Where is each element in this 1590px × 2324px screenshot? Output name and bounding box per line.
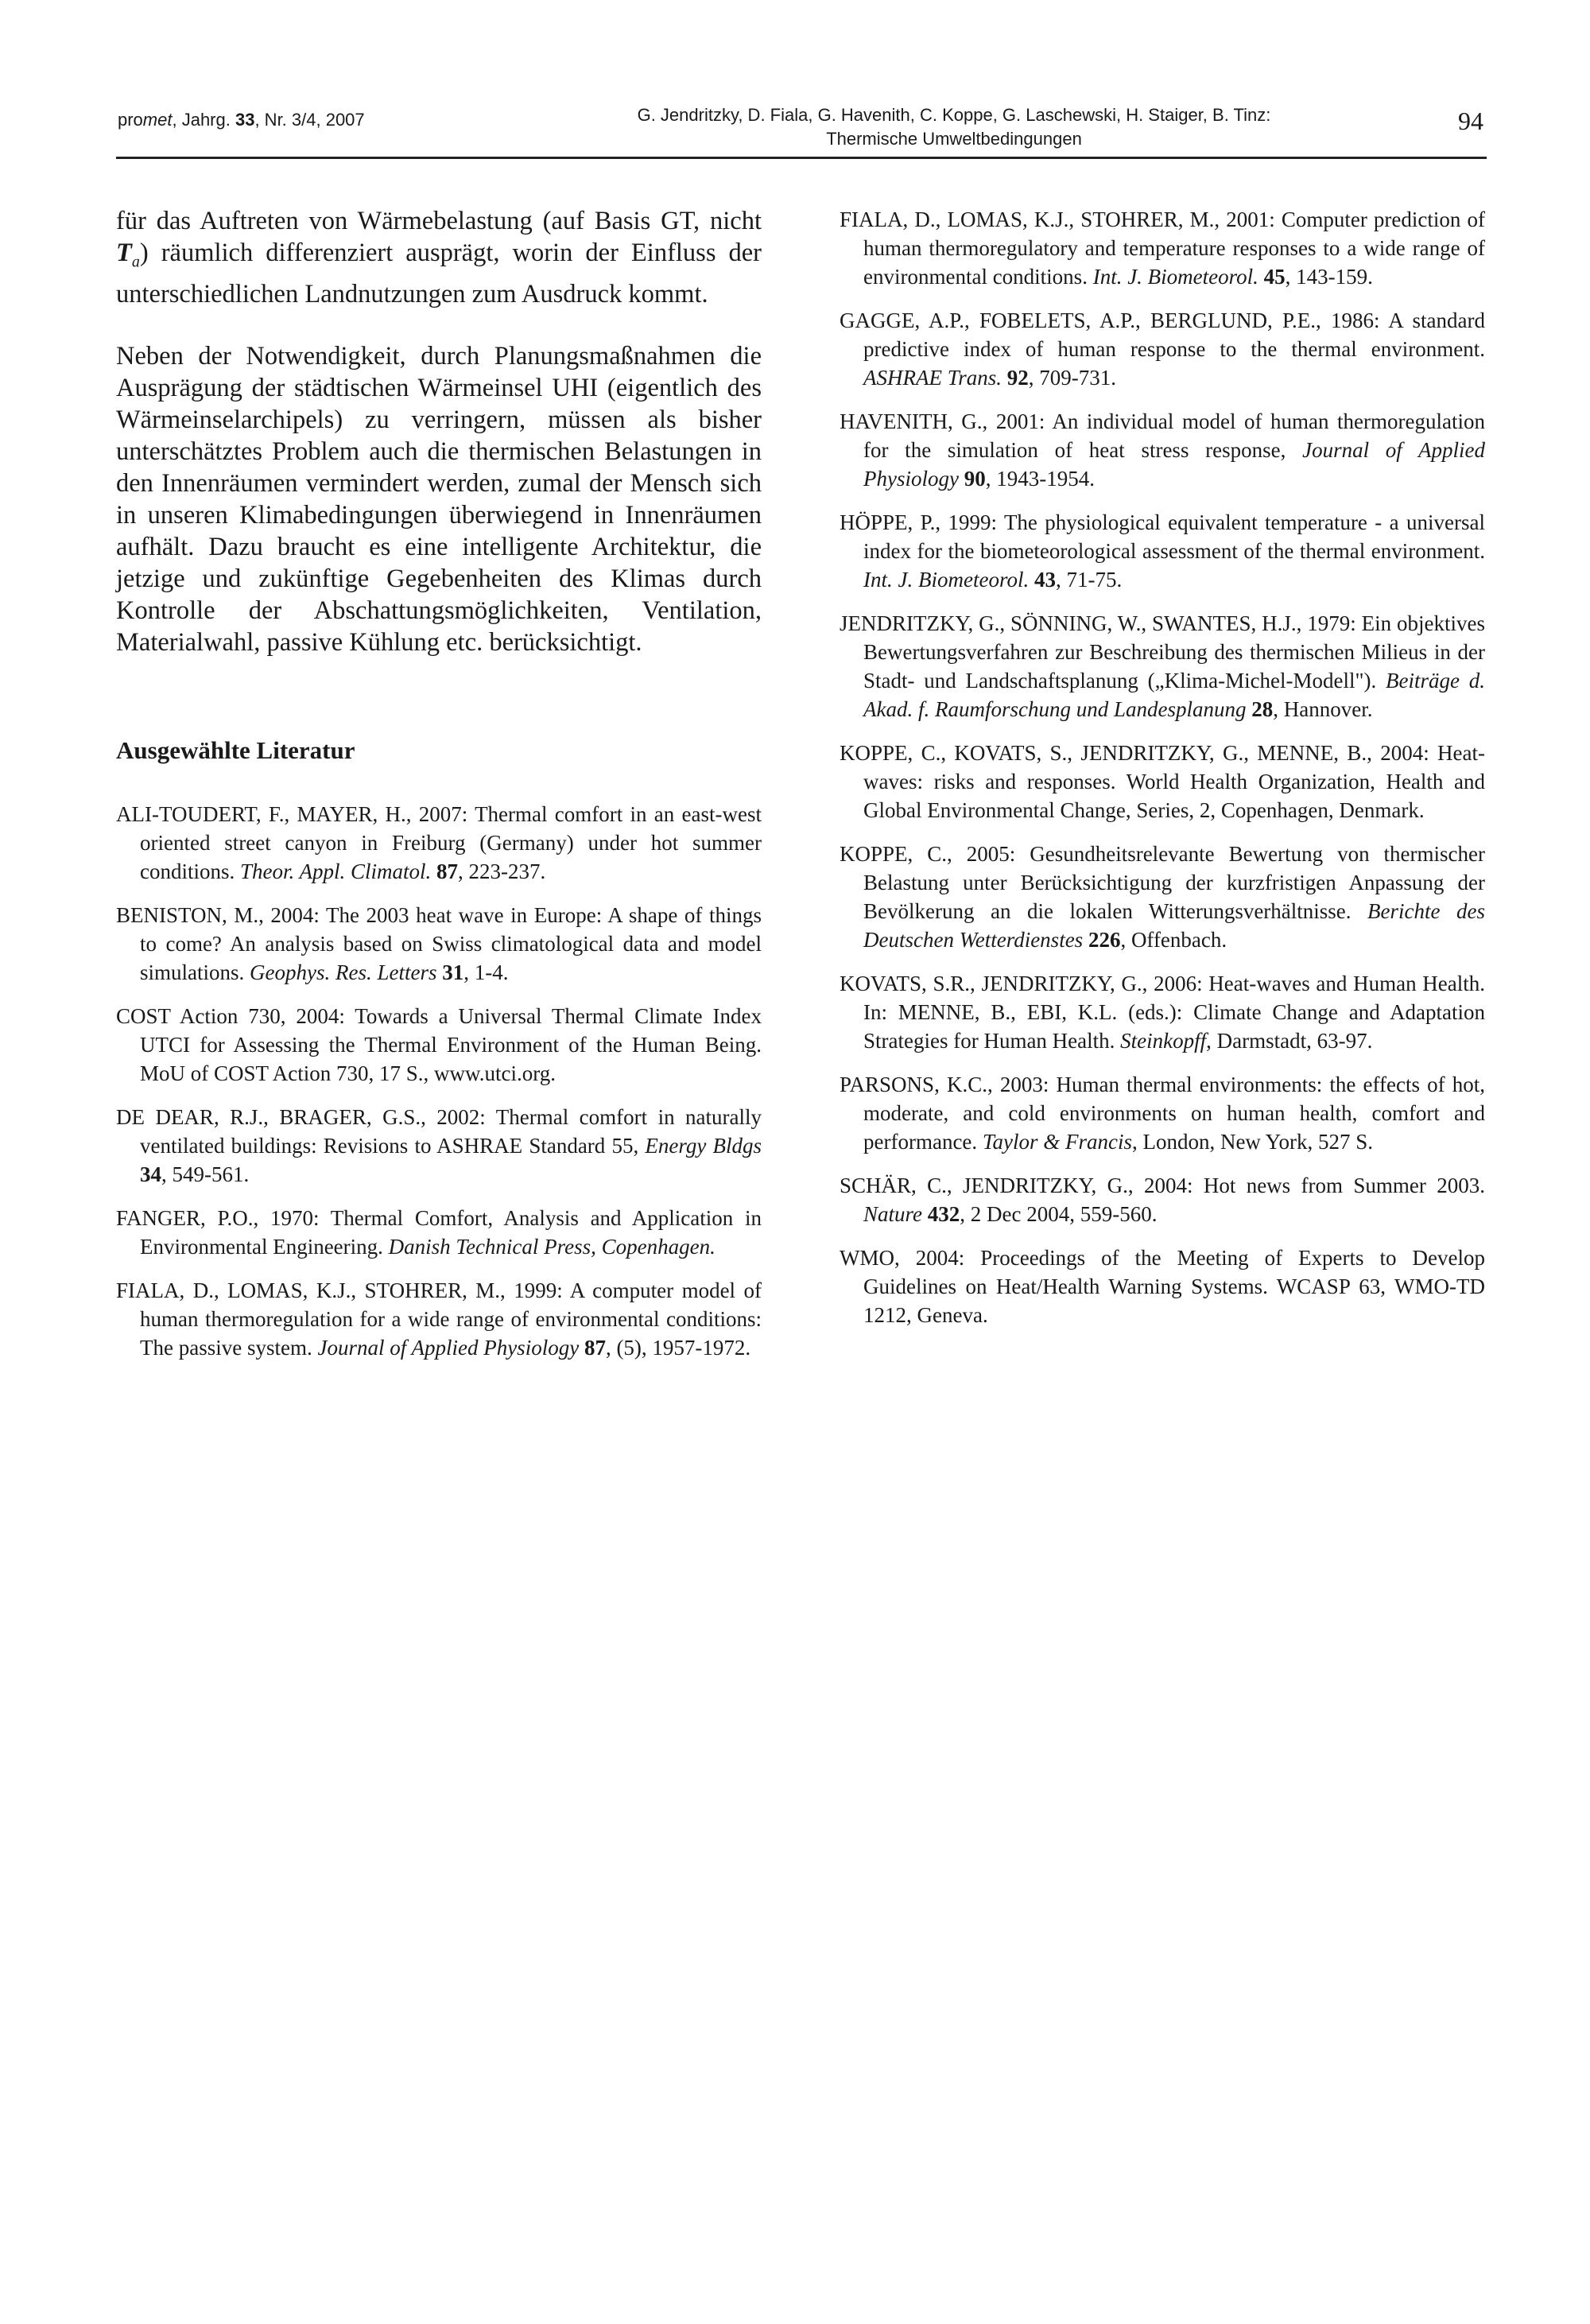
reference-entry [840, 407, 1485, 493]
reference-i: Berichte des Deutschen Wetterdienstes [863, 899, 1485, 952]
reference-entry [840, 205, 1485, 291]
reference-a: SCHÄR, C., JENDRITZKY, G., 2004: Hot news from Summer 2003. [840, 1174, 1485, 1197]
reference-b: 43 [1029, 568, 1056, 592]
reference-i: Nature [863, 1202, 922, 1226]
para1-text-a: für das Auftreten von Wärmebelastung (auf Basis GT, nicht [116, 207, 762, 235]
reference-entry [116, 901, 762, 987]
reference-entry [116, 1276, 762, 1362]
reference-c: , 2 Dec 2004, 559-560. [960, 1202, 1158, 1226]
reference-b: 34 [140, 1162, 161, 1186]
reference-entry [840, 1070, 1485, 1156]
references-list-right [840, 205, 1485, 1329]
reference-i: Danish Technical Press, Copenhagen. [388, 1234, 716, 1259]
reference-a: KOVATS, S.R., JENDRITZKY, G., 2006: Heat-waves and Human Health. In: MENNE, B., EBI, K.L. (eds.): Climate Change and Adaptation Strategies for Human Health. [840, 972, 1485, 1053]
reference-entry [116, 800, 762, 886]
reference-entry [840, 1171, 1485, 1228]
reference-c: , 549-561. [161, 1162, 250, 1186]
reference-i: Journal of Applied Physiology [863, 438, 1485, 491]
reference-a: DE DEAR, R.J., BRAGER, G.S., 2002: Thermal comfort in naturally ventilated buildings: Revisions to ASHRAE Standard 55, [116, 1104, 762, 1158]
reference-c: , 71-75. [1055, 568, 1123, 592]
volume: 33 [235, 110, 255, 130]
reference-b: 45 [1258, 265, 1286, 289]
reference-entry [840, 969, 1485, 1055]
reference-i: Steinkopff [1120, 1029, 1207, 1053]
reference-a: PARSONS, K.C., 2003: Human thermal environments: the effects of hot, moderate, and cold environments on human health, comfort and performance. [840, 1073, 1485, 1154]
reference-a: BENISTON, M., 2004: The 2003 heat wave in Europe: A shape of things to come? An analysis based on Swiss climatological data and model simulations. [116, 902, 762, 984]
journal-citation [118, 110, 365, 130]
reference-i: Int. J. Biometeorol. [1092, 265, 1258, 289]
reference-i: Taylor & Francis [982, 1130, 1132, 1154]
reference-i: Int. J. Biometeorol. [863, 568, 1030, 592]
reference-a: FIALA, D., LOMAS, K.J., STOHRER, M., 1999: A computer model of human thermoregulation for a wide range of environmental conditions: The passive system. [116, 1278, 762, 1360]
page-number: 94 [1458, 107, 1483, 135]
reference-entry [840, 739, 1485, 824]
reference-a: JENDRITZKY, G., SÖNNING, W., SWANTES, H.J., 1979: Ein objektives Bewertungsverfahren zur Beschreibung des thermischen Milieus in der Stadt- und Landschaftsplanung („Klima-Michel-Modell"). [840, 611, 1485, 693]
body-paragraph-2: Neben der Notwendigkeit, durch Planungsmaßnahmen die Ausprägung der städtischen Wärmeinsel UHI (eigentlich des Wärmeinselarchipels) zu verringern, müssen als bisher unterschätztes Problem auch die thermischen Belastungen in den Innenräumen vermindert werden, zumal der Mensch sich in unseren Klimabedingungen überwiegend in Innenräumen aufhält. Dazu braucht es eine intelligente Architektur, die jetzige und zukünftige Gegebenheiten des Klimas durch Kontrolle der Abschattungsmöglichkeiten, Ventilation, Materialwahl, passive Kühlung etc. berücksichtigt. [116, 341, 762, 657]
reference-entry [840, 840, 1485, 954]
reference-a: WMO, 2004: Proceedings of the Meeting of Experts to Develop Guidelines on Heat/Health Warning Systems. WCASP 63, WMO-TD 1212, Geneva. [840, 1246, 1485, 1327]
reference-b: 87 [431, 859, 459, 883]
reference-i: Energy Bldgs [645, 1133, 762, 1158]
reference-a: ALI-TOUDERT, F., MAYER, H., 2007: Thermal comfort in an east-west oriented street canyon in Freiburg (Germany) under hot summer conditions. [116, 801, 762, 883]
reference-b: 90 [958, 467, 986, 491]
reference-c: , 223-237. [458, 859, 546, 883]
reference-i: Theor. Appl. Climatol. [240, 859, 432, 883]
reference-b: 31 [436, 960, 464, 984]
header-authors: G. Jendritzky, D. Fiala, G. Havenith, C. Koppe, G. Laschewski, H. Staiger, B. Tinz: [637, 105, 1271, 125]
para1-symbol: T [116, 239, 132, 267]
reference-c: , Offenbach. [1120, 928, 1227, 952]
references-list-left [116, 800, 762, 1362]
body-paragraph-1 [116, 205, 762, 310]
reference-i: ASHRAE Trans. [863, 366, 1002, 390]
reference-entry [116, 1103, 762, 1189]
reference-entry [116, 1204, 762, 1261]
reference-a: FIALA, D., LOMAS, K.J., STOHRER, M., 2001: Computer prediction of human thermoregulatory and temperature responses to a wide range of environmental conditions. [840, 208, 1485, 289]
reference-c: , 709-731. [1028, 366, 1117, 390]
header-rule [116, 157, 1487, 159]
reference-c: , 1-4. [463, 960, 509, 984]
reference-c: , Hannover. [1273, 697, 1373, 721]
reference-entry [116, 1002, 762, 1088]
reference-c: , 1943-1954. [985, 467, 1095, 491]
reference-entry [840, 306, 1485, 392]
para1-text-b: ) räumlich differenziert ausprägt, worin der Einfluss der unterschiedlichen Landnutzungen zum Ausdruck kommt. [116, 239, 762, 308]
right-column [840, 205, 1485, 1344]
reference-c: , London, New York, 527 S. [1131, 1130, 1373, 1154]
reference-c: , 143-159. [1285, 265, 1373, 289]
reference-entry [840, 508, 1485, 594]
reference-i: Journal of Applied Physiology [317, 1335, 580, 1360]
reference-i: Geophys. Res. Letters [250, 960, 437, 984]
reference-b: 28 [1246, 697, 1274, 721]
reference-c: , Darmstadt, 63-97. [1206, 1029, 1373, 1053]
journal-suffix: met [142, 110, 173, 130]
reference-a: KOPPE, C., KOVATS, S., JENDRITZKY, G., MENNE, B., 2004: Heat-waves: risks and responses. World Health Organization, Health and Global Environmental Change, Series, 2, Copenhagen, Denmark. [840, 741, 1485, 822]
reference-b: 226 [1083, 928, 1121, 952]
running-header [477, 103, 1431, 151]
issue-pre: , Jahrg. [172, 110, 235, 130]
reference-c: , (5), 1957-1972. [605, 1335, 751, 1360]
reference-b: 432 [922, 1202, 960, 1226]
reference-a: HÖPPE, P., 1999: The physiological equivalent temperature - a universal index for the biometeorological assessment of the thermal environment. [840, 510, 1485, 563]
left-column [116, 205, 762, 1377]
journal-prefix: pro [118, 110, 143, 130]
reference-a: FANGER, P.O., 1970: Thermal Comfort, Analysis and Application in Environmental Engineering. [116, 1205, 762, 1259]
reference-i: Beiträge d. Akad. f. Raumforschung und Landesplanung [863, 669, 1485, 721]
references-heading: Ausgewählte Literatur [116, 735, 355, 764]
reference-b: 92 [1002, 366, 1029, 390]
reference-entry [840, 1243, 1485, 1329]
para1-subscript: a [131, 253, 140, 271]
reference-b: 87 [579, 1335, 606, 1360]
reference-a: COST Action 730, 2004: Towards a Universal Thermal Climate Index UTCI for Assessing the Thermal Environment of the Human Being. MoU of COST Action 730, 17 S., www.utci.org. [116, 1003, 762, 1085]
header-subtitle: Thermische Umweltbedingungen [826, 129, 1082, 149]
issue-post: , Nr. 3/4, 2007 [254, 110, 365, 130]
reference-a: HAVENITH, G., 2001: An individual model of human thermoregulation for the simulation of heat stress response, [840, 409, 1485, 462]
reference-a: KOPPE, C., 2005: Gesundheitsrelevante Bewertung von thermischer Belastung unter Berücksichtigung der kurzfristigen Anpassung der Bevölkerung an die lokalen Witterungsverhältnisse. [840, 842, 1485, 923]
reference-entry [840, 609, 1485, 724]
reference-a: GAGGE, A.P., FOBELETS, A.P., BERGLUND, P.E., 1986: A standard predictive index of human response to the thermal environment. [840, 308, 1485, 361]
